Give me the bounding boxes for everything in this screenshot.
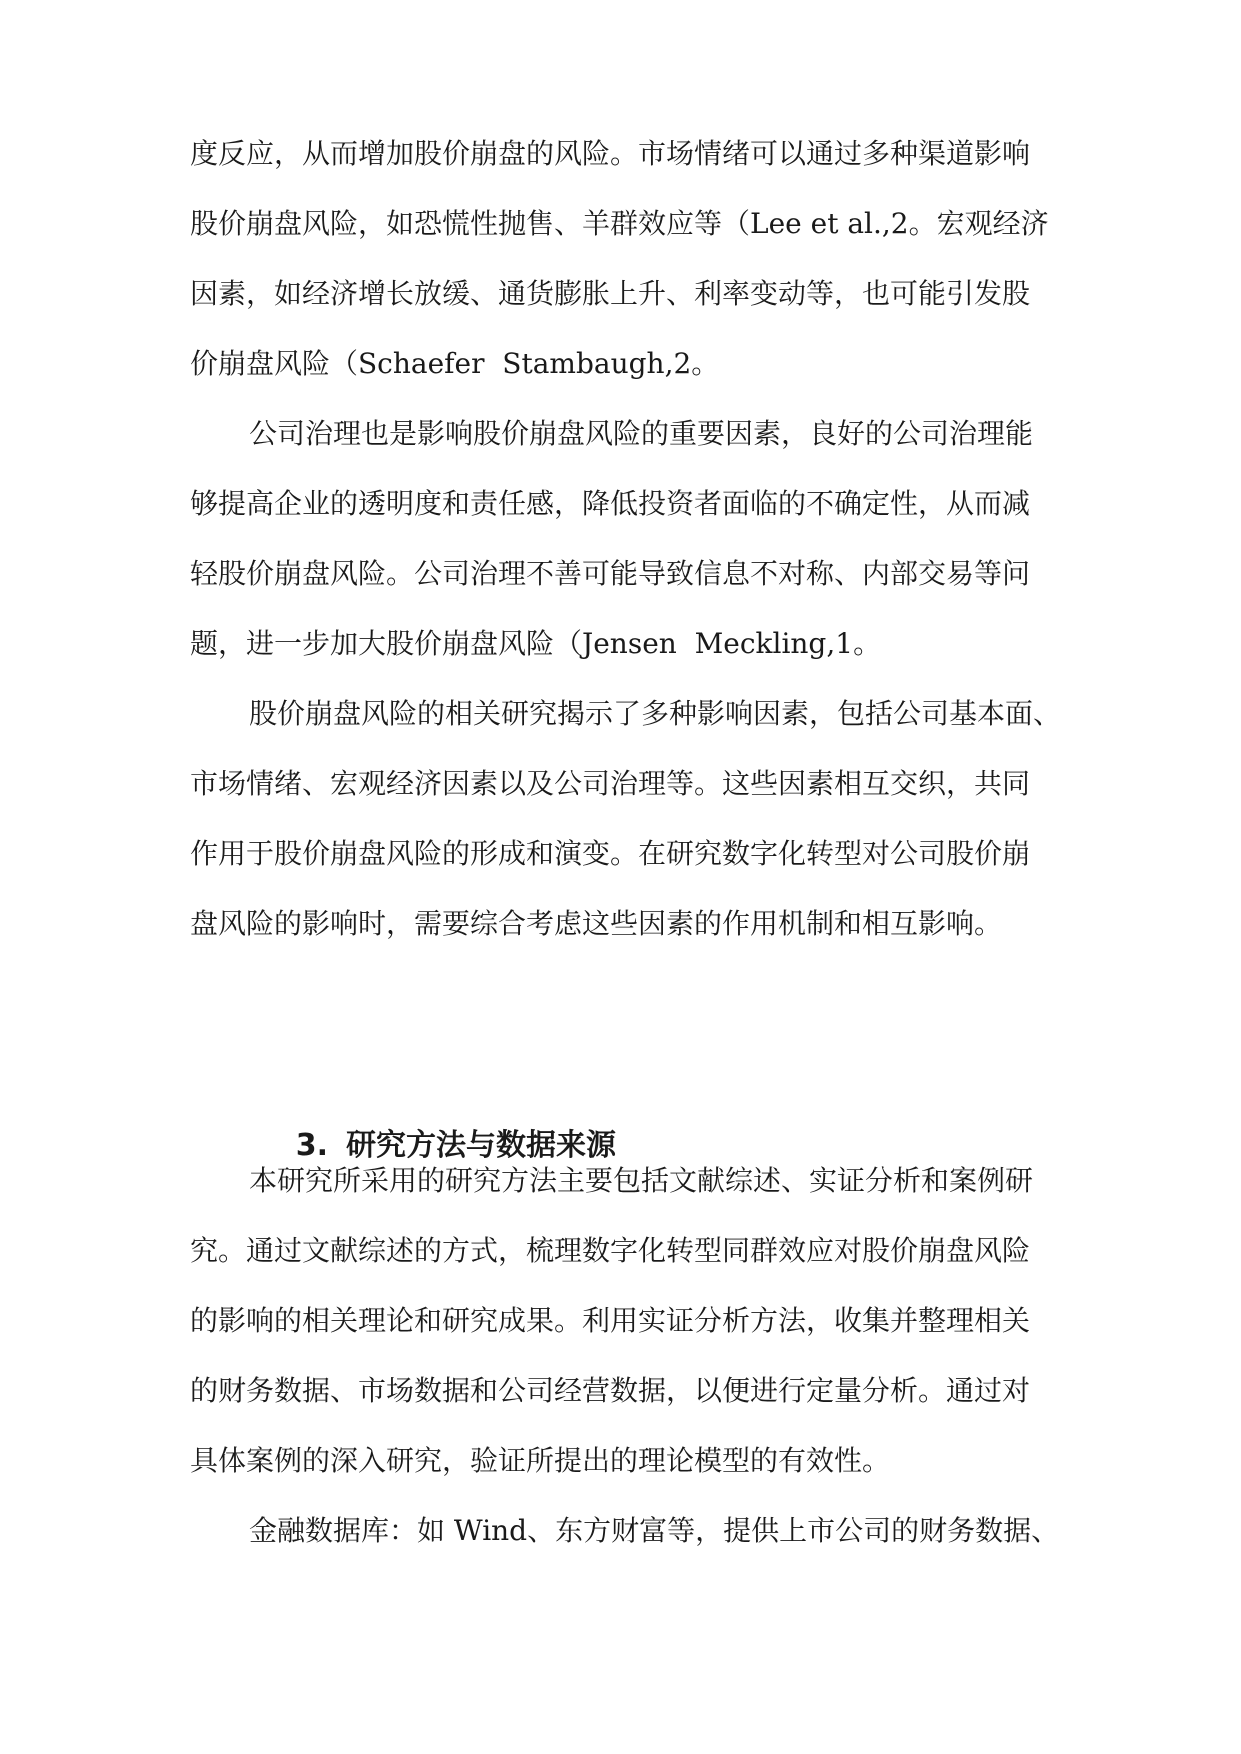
text-line: 的财务数据、市场数据和公司经营数据，以便进行定量分析。通过对: [190, 1374, 1031, 1407]
text-line: 具体案例的深入研究，验证所提出的理论模型的有效性。: [190, 1444, 891, 1477]
text-line: 股价崩盘风险的相关研究揭示了多种影响因素，包括公司基本面、: [249, 697, 1062, 730]
text-line: 价崩盘风险（Schaefer Stambaugh,2。: [190, 347, 720, 380]
text-line: 度反应，从而增加股价崩盘的风险。市场情绪可以通过多种渠道影响: [190, 137, 1031, 170]
text-line: 盘风险的影响时，需要综合考虑这些因素的作用机制和相互影响。: [190, 907, 1003, 940]
text-line: 的影响的相关理论和研究成果。利用实证分析方法，收集并整理相关: [190, 1304, 1031, 1337]
text-line: 市场情绪、宏观经济因素以及公司治理等。这些因素相互交织，共同: [190, 767, 1031, 800]
text-line: 公司治理也是影响股价崩盘风险的重要因素，良好的公司治理能: [249, 417, 1034, 450]
text-line: 究。通过文献综述的方式，梳理数字化转型同群效应对股价崩盘风险: [190, 1234, 1031, 1267]
text-line: 作用于股价崩盘风险的形成和演变。在研究数字化转型对公司股价崩: [190, 837, 1031, 870]
text-line: 股价崩盘风险，如恐慌性抛售、羊群效应等（Lee et al.,2。宏观经济: [190, 207, 1049, 240]
section-title: 研究方法与数据来源: [346, 1128, 617, 1163]
text-line: 轻股价崩盘风险。公司治理不善可能导致信息不对称、内部交易等问: [190, 557, 1031, 590]
text-line: 因素，如经济增长放缓、通货膨胀上升、利率变动等，也可能引发股: [190, 277, 1031, 310]
text-line: 够提高企业的透明度和责任感，降低投资者面临的不确定性，从而减: [190, 487, 1031, 520]
section-number: 3.: [295, 1128, 329, 1163]
text-line: 题，进一步加大股价崩盘风险（Jensen Meckling,1。: [190, 627, 882, 660]
section-heading: [254, 1086, 617, 1163]
text-line: 金融数据库：如 Wind、东方财富等，提供上市公司的财务数据、: [249, 1514, 1060, 1547]
text-line: 本研究所采用的研究方法主要包括文献综述、实证分析和案例研: [249, 1164, 1034, 1197]
